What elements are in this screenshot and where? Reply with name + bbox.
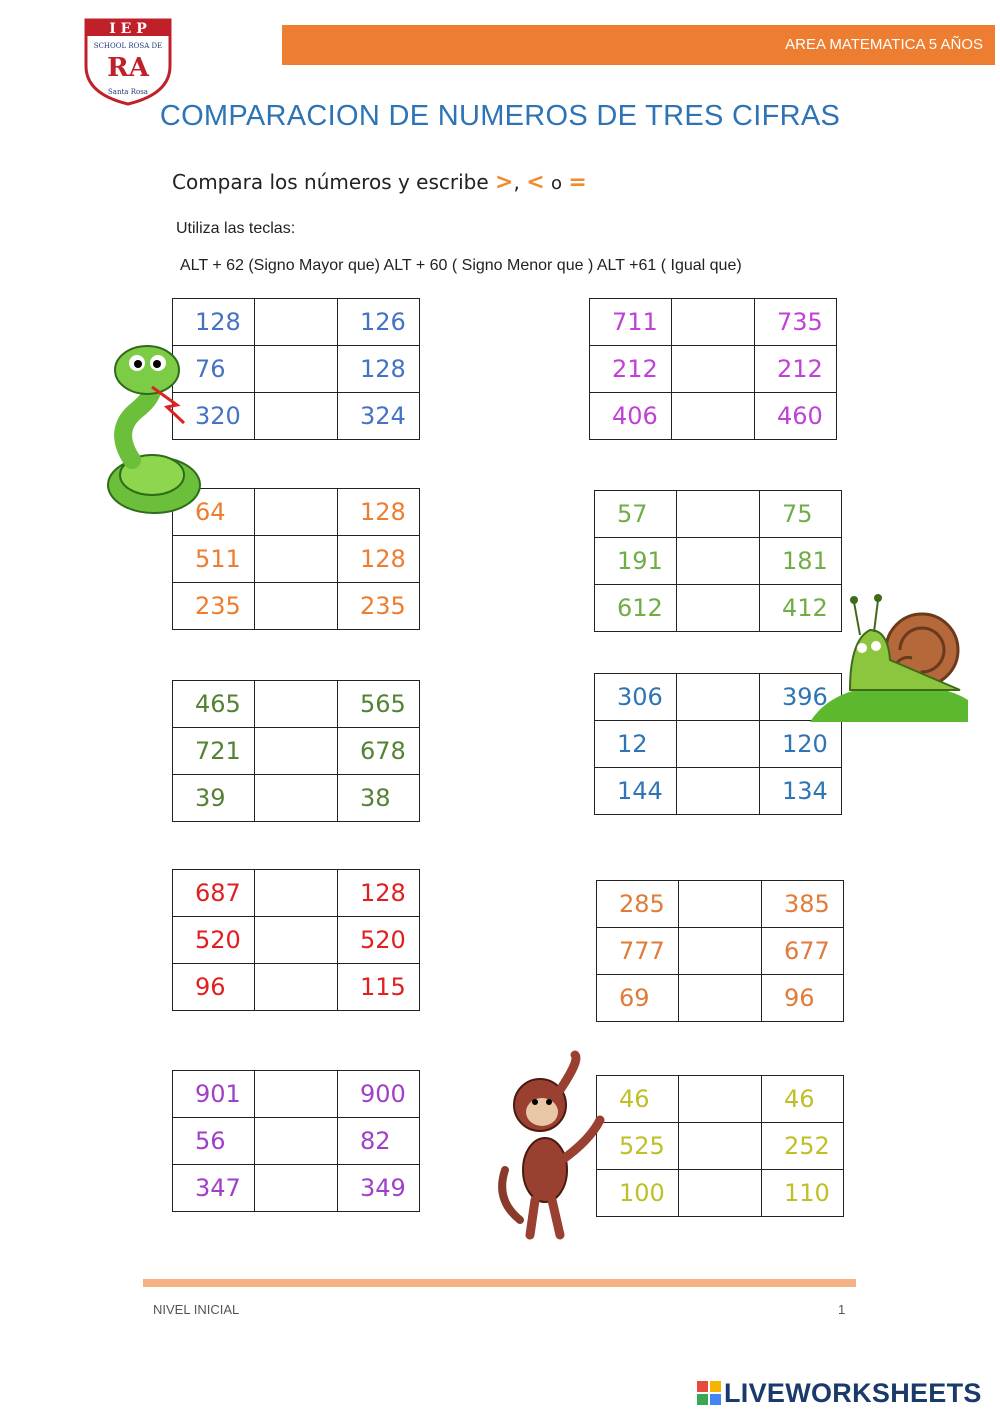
comparison-table bbox=[589, 298, 837, 440]
answer-field[interactable] bbox=[677, 491, 760, 538]
left-number: 687 bbox=[173, 870, 255, 917]
snake-illustration-icon bbox=[92, 335, 204, 520]
answer-field[interactable] bbox=[255, 393, 338, 440]
monkey-illustration-icon bbox=[490, 1050, 610, 1240]
table-row bbox=[173, 728, 420, 775]
right-number: 412 bbox=[760, 585, 842, 632]
comparison-table bbox=[596, 1075, 844, 1217]
answer-field[interactable] bbox=[677, 674, 760, 721]
equals-symbol: = bbox=[568, 170, 587, 195]
left-number: 465 bbox=[173, 681, 255, 728]
less-than-symbol: < bbox=[526, 170, 545, 195]
snail-illustration-icon bbox=[810, 590, 968, 722]
answer-field[interactable] bbox=[255, 681, 338, 728]
answer-field[interactable] bbox=[255, 346, 338, 393]
right-number: 128 bbox=[338, 536, 420, 583]
answer-field[interactable] bbox=[672, 393, 755, 440]
right-number: 349 bbox=[338, 1165, 420, 1212]
table-row bbox=[173, 917, 420, 964]
right-number: 75 bbox=[760, 491, 842, 538]
comparison-table bbox=[172, 1070, 420, 1212]
left-number: 69 bbox=[597, 975, 679, 1022]
answer-field[interactable] bbox=[255, 917, 338, 964]
instruction-or: o bbox=[550, 173, 562, 194]
right-number: 385 bbox=[762, 881, 844, 928]
table-row bbox=[173, 393, 420, 440]
comparison-table bbox=[172, 869, 420, 1011]
keys-line: ALT + 62 (Signo Mayor que) ALT + 60 ( Signo Menor que ) ALT +61 ( Igual que) bbox=[180, 257, 742, 274]
left-number: 57 bbox=[595, 491, 677, 538]
table-row bbox=[173, 1071, 420, 1118]
right-number: 115 bbox=[338, 964, 420, 1011]
right-number: 324 bbox=[338, 393, 420, 440]
answer-field[interactable] bbox=[255, 1118, 338, 1165]
instruction-separator: , bbox=[513, 170, 520, 194]
right-number: 128 bbox=[338, 870, 420, 917]
left-number: 64 bbox=[173, 489, 255, 536]
liveworksheets-logo-icon bbox=[697, 1381, 721, 1405]
left-number: 777 bbox=[597, 928, 679, 975]
table-row bbox=[173, 489, 420, 536]
table-row bbox=[597, 1076, 844, 1123]
right-number: 520 bbox=[338, 917, 420, 964]
right-number: 677 bbox=[762, 928, 844, 975]
table-row bbox=[173, 964, 420, 1011]
page-number: 1 bbox=[838, 1302, 846, 1317]
table-row bbox=[597, 975, 844, 1022]
table-row bbox=[597, 928, 844, 975]
watermark-text: LIVEWORKSHEETS bbox=[724, 1377, 982, 1408]
header-bar bbox=[282, 25, 995, 65]
table-row bbox=[595, 768, 842, 815]
keys-intro: Utiliza las teclas: bbox=[176, 220, 296, 237]
answer-field[interactable] bbox=[679, 928, 762, 975]
answer-field[interactable] bbox=[679, 881, 762, 928]
left-number: 711 bbox=[590, 299, 672, 346]
answer-field[interactable] bbox=[672, 346, 755, 393]
area-label: AREA MATEMATICA 5 AÑOS bbox=[785, 36, 983, 53]
left-number: 525 bbox=[597, 1123, 679, 1170]
table-row bbox=[595, 585, 842, 632]
table-row bbox=[173, 681, 420, 728]
right-number: 396 bbox=[760, 674, 842, 721]
left-number: 347 bbox=[173, 1165, 255, 1212]
table-row bbox=[173, 299, 420, 346]
table-row bbox=[590, 299, 837, 346]
right-number: 735 bbox=[755, 299, 837, 346]
comparison-table bbox=[172, 680, 420, 822]
table-row bbox=[597, 881, 844, 928]
right-number: 181 bbox=[760, 538, 842, 585]
answer-field[interactable] bbox=[255, 299, 338, 346]
left-number: 144 bbox=[595, 768, 677, 815]
greater-than-symbol: > bbox=[495, 170, 514, 195]
answer-field[interactable] bbox=[672, 299, 755, 346]
left-number: 39 bbox=[173, 775, 255, 822]
left-number: 191 bbox=[595, 538, 677, 585]
table-row bbox=[590, 393, 837, 440]
left-number: 285 bbox=[597, 881, 679, 928]
left-number: 306 bbox=[595, 674, 677, 721]
left-number: 128 bbox=[173, 299, 255, 346]
answer-field[interactable] bbox=[255, 536, 338, 583]
left-number: 212 bbox=[590, 346, 672, 393]
left-number: 96 bbox=[173, 964, 255, 1011]
table-row bbox=[595, 721, 842, 768]
answer-field[interactable] bbox=[679, 975, 762, 1022]
left-number: 46 bbox=[597, 1076, 679, 1123]
right-number: 235 bbox=[338, 583, 420, 630]
answer-field[interactable] bbox=[679, 1170, 762, 1217]
comparison-table bbox=[594, 673, 842, 815]
left-number: 12 bbox=[595, 721, 677, 768]
svg-text:I E P: I E P bbox=[109, 21, 147, 37]
answer-field[interactable] bbox=[255, 583, 338, 630]
right-number: 678 bbox=[338, 728, 420, 775]
answer-field[interactable] bbox=[255, 775, 338, 822]
answer-field[interactable] bbox=[677, 585, 760, 632]
right-number: 46 bbox=[762, 1076, 844, 1123]
table-row bbox=[173, 870, 420, 917]
left-number: 901 bbox=[173, 1071, 255, 1118]
left-number: 721 bbox=[173, 728, 255, 775]
right-number: 212 bbox=[755, 346, 837, 393]
table-row bbox=[590, 346, 837, 393]
left-number: 511 bbox=[173, 536, 255, 583]
right-number: 565 bbox=[338, 681, 420, 728]
table-row bbox=[173, 775, 420, 822]
school-crest-icon bbox=[82, 16, 174, 106]
right-number: 38 bbox=[338, 775, 420, 822]
right-number: 110 bbox=[762, 1170, 844, 1217]
table-row bbox=[173, 1118, 420, 1165]
svg-text:SCHOOL ROSA DE: SCHOOL ROSA DE bbox=[93, 42, 163, 50]
answer-field[interactable] bbox=[255, 964, 338, 1011]
answer-field[interactable] bbox=[255, 1071, 338, 1118]
table-row bbox=[595, 538, 842, 585]
left-number: 406 bbox=[590, 393, 672, 440]
right-number: 128 bbox=[338, 489, 420, 536]
answer-field[interactable] bbox=[255, 489, 338, 536]
comparison-table bbox=[596, 880, 844, 1022]
answer-field[interactable] bbox=[255, 870, 338, 917]
right-number: 900 bbox=[338, 1071, 420, 1118]
table-row bbox=[597, 1170, 844, 1217]
left-number: 100 bbox=[597, 1170, 679, 1217]
right-number: 460 bbox=[755, 393, 837, 440]
liveworksheets-watermark bbox=[697, 1378, 982, 1408]
left-number: 56 bbox=[173, 1118, 255, 1165]
table-row bbox=[595, 491, 842, 538]
comparison-table bbox=[172, 488, 420, 630]
table-row bbox=[173, 536, 420, 583]
footer-level: NIVEL INICIAL bbox=[153, 1302, 240, 1317]
left-number: 320 bbox=[173, 393, 255, 440]
table-row bbox=[173, 346, 420, 393]
left-number: 520 bbox=[173, 917, 255, 964]
answer-field[interactable] bbox=[679, 1123, 762, 1170]
right-number: 128 bbox=[338, 346, 420, 393]
table-row bbox=[173, 583, 420, 630]
right-number: 120 bbox=[760, 721, 842, 768]
table-row bbox=[173, 1165, 420, 1212]
table-row bbox=[595, 674, 842, 721]
instruction-text: Compara los números y escribe bbox=[172, 170, 489, 194]
right-number: 252 bbox=[762, 1123, 844, 1170]
footer-bar bbox=[143, 1279, 856, 1287]
comparison-table bbox=[594, 490, 842, 632]
left-number: 76 bbox=[173, 346, 255, 393]
comparison-table bbox=[172, 298, 420, 440]
answer-field[interactable] bbox=[255, 728, 338, 775]
right-number: 134 bbox=[760, 768, 842, 815]
table-row bbox=[597, 1123, 844, 1170]
answer-field[interactable] bbox=[679, 1076, 762, 1123]
page-title: COMPARACION DE NUMEROS DE TRES CIFRAS bbox=[159, 100, 841, 132]
answer-field[interactable] bbox=[255, 1165, 338, 1212]
right-number: 82 bbox=[338, 1118, 420, 1165]
answer-field[interactable] bbox=[677, 538, 760, 585]
left-number: 612 bbox=[595, 585, 677, 632]
right-number: 96 bbox=[762, 975, 844, 1022]
svg-text:RA: RA bbox=[107, 53, 149, 83]
left-number: 235 bbox=[173, 583, 255, 630]
answer-field[interactable] bbox=[677, 721, 760, 768]
right-number: 126 bbox=[338, 299, 420, 346]
svg-text:Santa Rosa: Santa Rosa bbox=[108, 88, 148, 96]
answer-field[interactable] bbox=[677, 768, 760, 815]
instruction bbox=[172, 170, 587, 195]
